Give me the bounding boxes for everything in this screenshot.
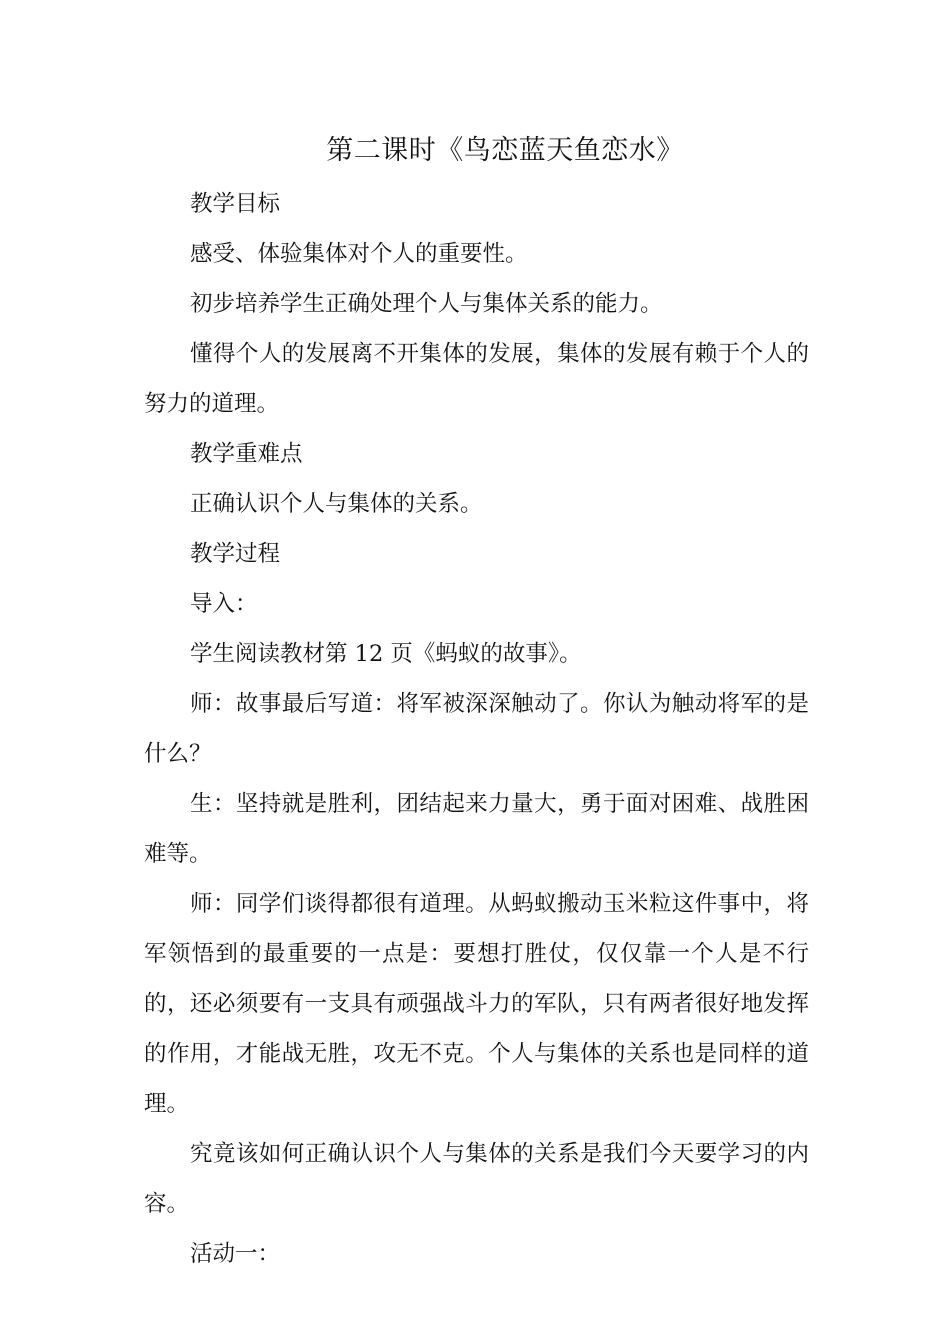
heading-activity-one: 活动一： — [190, 1241, 281, 1267]
heading-teaching-process: 教学过程 — [190, 541, 281, 567]
page-title: 第二课时《鸟恋蓝天鱼恋水》 — [326, 135, 684, 166]
paragraph: 学生阅读教材第 12 页《蚂蚁的故事》。 — [190, 641, 582, 667]
paragraph: 究竟该如何正确认识个人与集体的关系是我们今天要学习的内容。 — [144, 1141, 809, 1217]
paragraph: 师：故事最后写道：将军被深深触动了。你认为触动将军的是什么？ — [144, 691, 809, 767]
paragraph: 生：坚持就是胜利，团结起来力量大，勇于面对困难、战胜困难等。 — [144, 791, 809, 867]
paragraph: 正确认识个人与集体的关系。 — [190, 491, 483, 517]
paragraph: 懂得个人的发展离不开集体的发展，集体的发展有赖于个人的努力的道理。 — [144, 341, 809, 417]
heading-introduction: 导入： — [190, 591, 258, 617]
paragraph: 师：同学们谈得都很有道理。从蚂蚁搬动玉米粒这件事中，将军领悟到的最重要的一点是：要想打胜仗，仅仅靠一个人是不行的，还必须要有一支具有顽强战斗力的军队，只有两者很好地发挥的作用，才能战无胜，攻无不克。个人与集体的关系也是同样的道理。 — [144, 891, 809, 1117]
document-body — [144, 179, 809, 1279]
paragraph: 初步培养学生正确处理个人与集体关系的能力。 — [190, 291, 663, 317]
heading-teaching-goals: 教学目标 — [190, 191, 281, 217]
heading-key-difficulties: 教学重难点 — [190, 441, 303, 467]
paragraph: 感受、体验集体对个人的重要性。 — [190, 241, 528, 267]
